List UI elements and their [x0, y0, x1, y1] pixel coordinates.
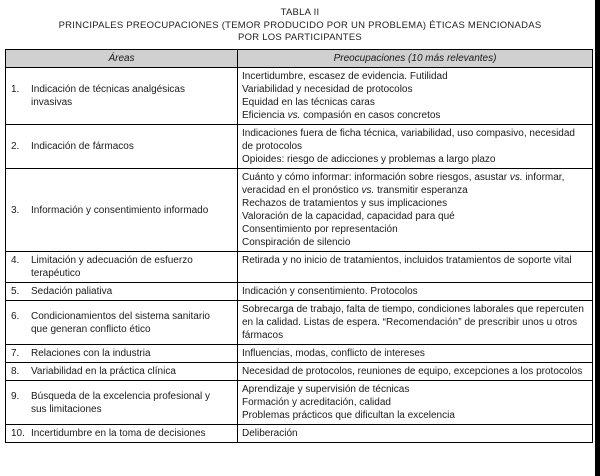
area-number: 2. — [11, 141, 20, 152]
area-number: 3. — [11, 204, 20, 216]
area-cell — [6, 301, 238, 345]
table-row — [6, 345, 593, 363]
concern-item: Aprendizaje y supervisión de técnicas — [242, 384, 410, 395]
concern-item: Influencias, modas, conflicto de intereses — [242, 348, 425, 359]
table-row — [6, 283, 593, 301]
header-areas: Áreas — [6, 50, 238, 68]
tabla-ii — [5, 49, 593, 443]
concerns-cell — [238, 68, 593, 125]
area-number: 10. — [11, 428, 25, 439]
table-row — [6, 363, 593, 381]
concern-item: Retirada y no inicio de tratamientos, incluidos tratamientos de soporte vital — [242, 255, 572, 266]
concerns-cell — [238, 425, 593, 443]
table-row — [6, 301, 593, 345]
concern-item: Problemas prácticos que dificultan la excelencia — [242, 410, 455, 421]
area-text: 3. Información y consentimiento informado — [11, 204, 209, 216]
table-row — [6, 381, 593, 425]
area-cell — [6, 169, 238, 252]
area-number: 7. — [11, 348, 20, 359]
concerns-cell — [238, 363, 593, 381]
area-cell — [6, 68, 238, 125]
table-number: TABLA II — [280, 7, 320, 18]
concerns-cell — [238, 169, 593, 252]
area-text: 2. Indicación de fármacos — [11, 141, 134, 152]
concerns-cell — [238, 283, 593, 301]
area-number: 8. — [11, 366, 20, 377]
area-cell — [6, 252, 238, 283]
concern-item: Variabilidad y necesidad de protocolos — [242, 84, 413, 95]
header-preocupaciones: Preocupaciones (10 más relevantes) — [238, 50, 593, 68]
scan-artifact-right-edge — [595, 0, 600, 476]
area-text: 4. Limitación y adecuación de esfuerzo terapéutico — [11, 255, 193, 279]
concerns-cell — [238, 345, 593, 363]
concern-item: Opioides: riesgo de adicciones y problemas a largo plazo — [242, 154, 496, 165]
concern-item: Incertidumbre, escasez de evidencia. Futilidad — [242, 71, 448, 82]
vs-italic: vs. — [509, 172, 523, 183]
area-cell — [6, 125, 238, 169]
table-row — [6, 169, 593, 252]
table-row — [6, 125, 593, 169]
concerns-cell — [238, 125, 593, 169]
concern-item: Equidad en las técnicas caras — [242, 97, 375, 108]
table-row — [6, 252, 593, 283]
concern-item: Indicaciones fuera de ficha técnica, variabilidad, uso compasivo, necesidad de protocolos — [242, 128, 575, 152]
concern-item: Eficiencia vs. compasión en casos concretos — [242, 110, 441, 121]
area-text: 6. Condicionamientos del sistema sanitario que generan conflicto ético — [11, 310, 210, 335]
table-row — [6, 425, 593, 443]
area-number: 1. — [11, 84, 20, 95]
area-text: 5. Sedación paliativa — [11, 286, 113, 297]
concern-item: Rechazos de tratamientos y sus implicaciones — [242, 198, 448, 209]
table-title-line1: PRINCIPALES PREOCUPACIONES (TEMOR PRODUCIDO POR UN PROBLEMA) ÉTICAS MENCIONADAS — [58, 20, 542, 31]
area-text: 7. Relaciones con la industria — [11, 348, 151, 359]
table-header-row — [6, 50, 593, 68]
concern-item: Valoración de la capacidad, capacidad para qué — [242, 211, 455, 222]
concern-item: Necesidad de protocolos, reuniones de equipo, excepciones a los protocolos — [242, 366, 583, 377]
area-number: 9. — [11, 390, 20, 402]
table-body — [6, 68, 593, 443]
table-row — [6, 68, 593, 125]
area-number: 4. — [11, 255, 20, 266]
concerns-cell — [238, 381, 593, 425]
vs-italic: vs. — [287, 110, 301, 121]
concern-item: Cuánto y cómo informar: información sobre riesgos, asustar vs. informar, veracidad en el pronóstico vs. transmitir esperanza — [242, 172, 565, 196]
concern-item: Conspiración de silencio — [242, 237, 351, 248]
area-cell — [6, 425, 238, 443]
concern-item: Consentimiento por representación — [242, 224, 398, 235]
area-text: 1. Indicación de técnicas analgésicas invasivas — [11, 84, 185, 108]
table-caption — [0, 0, 600, 44]
concern-item: Indicación y consentimiento. Protocolos — [242, 286, 418, 297]
area-cell — [6, 345, 238, 363]
table-title-line2: POR LOS PARTICIPANTES — [237, 32, 363, 43]
area-text: 9. Búsqueda de la excelencia profesional y sus limitaciones — [11, 390, 211, 415]
concerns-cell — [238, 301, 593, 345]
area-cell — [6, 381, 238, 425]
area-text: 8. Variabilidad en la práctica clínica — [11, 366, 176, 377]
area-text: 10. Incertidumbre en la toma de decisiones — [11, 428, 206, 439]
concern-item: Sobrecarga de trabajo, falta de tiempo, condiciones laborales que repercuten en la calidad. Listas de espera. “Recomendación” de prescribir unos u otros fármacos — [242, 304, 584, 341]
vs-italic: vs. — [361, 185, 375, 196]
concern-item: Formación y acreditación, calidad — [242, 397, 391, 408]
area-cell — [6, 363, 238, 381]
concern-item: Deliberación — [242, 428, 298, 439]
concerns-cell — [238, 252, 593, 283]
area-number: 6. — [11, 310, 20, 322]
area-cell — [6, 283, 238, 301]
area-number: 5. — [11, 286, 20, 297]
